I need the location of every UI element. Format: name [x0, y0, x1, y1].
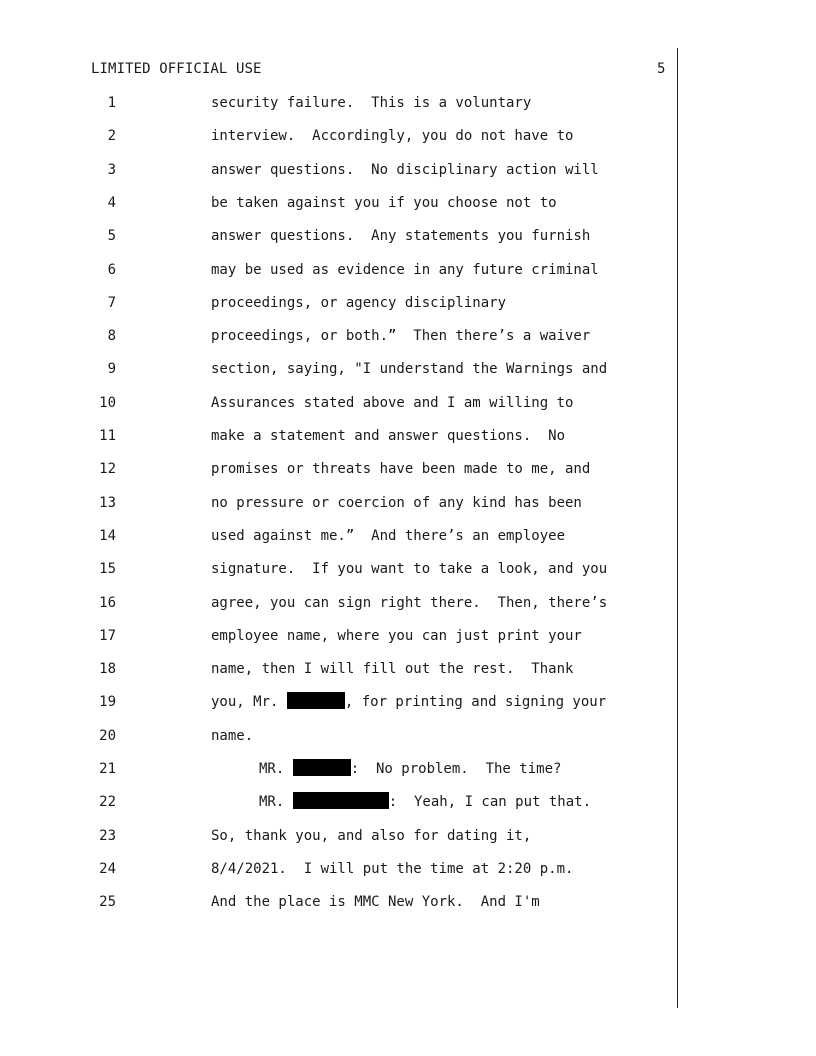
line-number: 15 [99, 561, 116, 578]
line-number: 11 [99, 428, 116, 444]
transcript-line [0, 326, 816, 346]
transcript-line [0, 692, 816, 712]
line-number: 16 [99, 594, 116, 611]
line-text-after: : Yeah, I can put that. [388, 794, 592, 811]
line-text: Assurances stated above and I am willing to [211, 394, 574, 411]
line-text-before: you, Mr. [211, 694, 287, 711]
transcript-line [0, 493, 816, 513]
line-number: 17 [99, 627, 116, 644]
line-text: security failure. This is a voluntary [211, 95, 532, 111]
line-text: 8/4/2021. I will put the time at 2:20 p.m. [211, 860, 574, 877]
line-number: 13 [99, 494, 116, 511]
line-number: 1 [107, 95, 116, 111]
classification-header: LIMITED OFFICIAL USE [91, 61, 262, 77]
line-number: 19 [99, 694, 116, 711]
transcript-line [0, 126, 816, 146]
redaction-box [287, 692, 345, 709]
line-text: answer questions. Any statements you furnish [211, 228, 591, 245]
transcript-line [0, 726, 816, 746]
line-text: And the place is MMC New York. And I'm [211, 894, 540, 911]
line-text: proceedings, or agency disciplinary [211, 294, 507, 311]
line-text: signature. If you want to take a look, and you [211, 561, 608, 578]
line-number: 10 [99, 394, 116, 411]
line-text [259, 792, 591, 812]
redaction-box [293, 792, 389, 809]
line-number: 14 [99, 527, 116, 544]
transcript-line [0, 792, 816, 812]
line-text: make a statement and answer questions. No [211, 428, 566, 444]
line-text-after: : No problem. The time? [350, 761, 562, 777]
transcript-line [0, 593, 816, 613]
line-text: answer questions. No disciplinary action will [211, 161, 599, 178]
page-number: 5 [657, 61, 666, 77]
transcript-line [0, 892, 816, 912]
transcript-line [0, 626, 816, 646]
line-number: 6 [107, 261, 116, 278]
transcript-line [0, 359, 816, 379]
line-text-after: , for printing and signing your [344, 694, 607, 711]
transcript-line [0, 526, 816, 546]
line-number: 5 [107, 228, 116, 245]
line-number: 25 [99, 894, 116, 911]
transcript-line [0, 293, 816, 313]
line-text: may be used as evidence in any future criminal [211, 261, 599, 278]
transcript-line [0, 759, 816, 779]
line-number: 9 [107, 361, 116, 378]
transcript-line [0, 160, 816, 180]
line-number: 4 [107, 194, 116, 211]
transcript-line [0, 193, 816, 213]
line-number: 23 [99, 827, 116, 844]
line-text [259, 759, 561, 779]
line-text: promises or threats have been made to me, and [211, 461, 591, 478]
transcript-line [0, 826, 816, 846]
line-text-before: MR. [259, 761, 293, 777]
transcript-line [0, 426, 816, 446]
line-text: used against me.” And there’s an employee [211, 527, 566, 544]
line-number: 22 [99, 794, 116, 811]
line-text: employee name, where you can just print your [211, 627, 582, 644]
line-number: 2 [107, 128, 116, 145]
line-number: 7 [107, 294, 116, 311]
redaction-box [293, 759, 351, 776]
line-number: 8 [107, 328, 116, 345]
line-number: 24 [99, 860, 116, 877]
line-number: 12 [99, 461, 116, 478]
transcript-line [0, 859, 816, 879]
line-text: proceedings, or both.” Then there’s a waiver [211, 328, 591, 345]
transcript-line [0, 260, 816, 280]
line-text: name. [211, 727, 254, 744]
transcript-line [0, 459, 816, 479]
line-number: 3 [107, 161, 116, 178]
line-text: section, saying, "I understand the Warnings and [211, 361, 608, 378]
transcript-line [0, 226, 816, 246]
line-number: 18 [99, 661, 116, 678]
transcript-line [0, 393, 816, 413]
line-text: agree, you can sign right there. Then, there’s [211, 594, 608, 611]
line-number: 20 [99, 727, 116, 744]
line-text: no pressure or coercion of any kind has been [211, 494, 582, 511]
line-text: name, then I will fill out the rest. Thank [211, 661, 574, 678]
line-text-before: MR. [259, 794, 293, 811]
transcript-line [0, 659, 816, 679]
line-text: interview. Accordingly, you do not have to [211, 128, 574, 145]
transcript-line [0, 559, 816, 579]
line-number: 21 [99, 761, 116, 777]
line-text [211, 692, 606, 712]
line-text: be taken against you if you choose not to [211, 194, 557, 211]
transcript-line [0, 93, 816, 113]
line-text: So, thank you, and also for dating it, [211, 827, 532, 844]
